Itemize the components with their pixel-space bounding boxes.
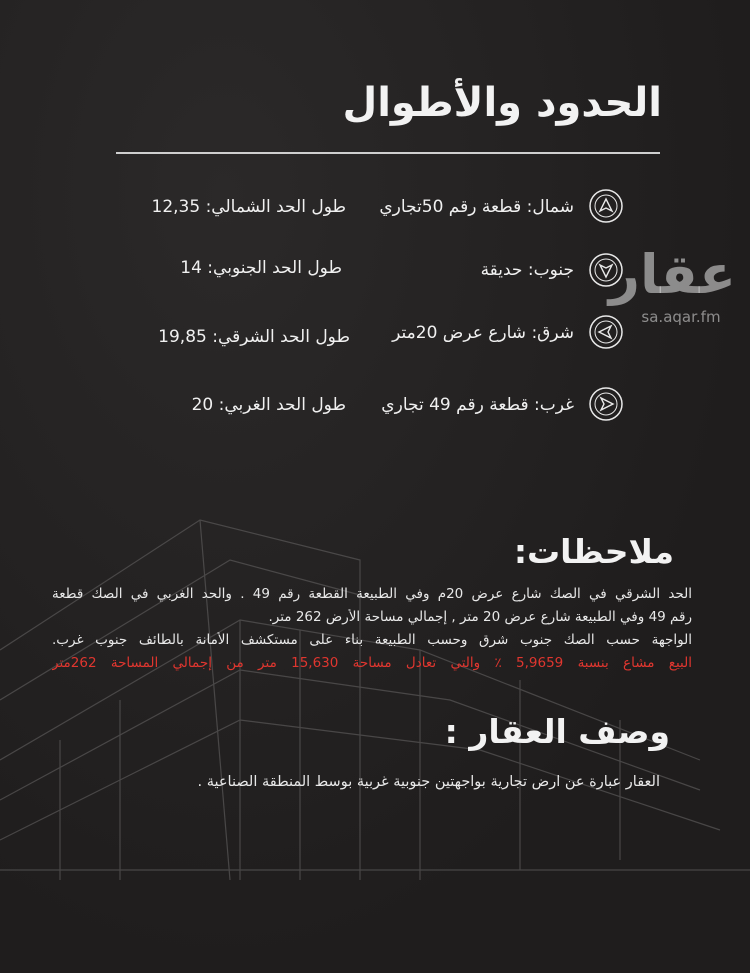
- south-length-label: طول الحد الجنوبي: 14: [180, 258, 342, 278]
- compass-north-icon: [588, 188, 624, 224]
- east-boundary-label: شرق: شارع عرض 20متر: [392, 323, 574, 343]
- east-length-label: طول الحد الشرقي: 19,85: [158, 327, 350, 347]
- north-boundary-label: شمال: قطعة رقم 50تجاري: [379, 197, 574, 217]
- north-length-label: طول الحد الشمالي: 12,35: [151, 197, 346, 217]
- aqar-url: sa.aqar.fm: [641, 308, 721, 326]
- description-text: العقار عبارة عن ارض تجارية بواجهتين جنوبية غربية بوسط المنطقة الصناعية .: [197, 774, 660, 790]
- west-length-label: طول الحد الغربي: 20: [191, 395, 346, 415]
- description-heading: وصف العقار :: [444, 712, 670, 751]
- notes-heading: ملاحظات:: [513, 532, 674, 571]
- compass-west-icon: [588, 386, 624, 422]
- note-line-3: الواجهة حسب الصك جنوب شرق وحسب الطبيعة بناء على مستكشف الأمانة بالطائف جنوب غرب.: [52, 632, 692, 648]
- aqar-watermark: [608, 243, 736, 326]
- aqar-logo: عقار: [608, 243, 736, 306]
- note-line-1: الحد الشرقي في الصك شارع عرض 20م وفي الطبيعة القطعة رقم 49 . والحد الغربي في الصك قطعة: [52, 586, 692, 602]
- west-boundary-label: غرب: قطعة رقم 49 تجاري: [381, 395, 574, 415]
- note-line-red: البيع مشاع بنسبة 5,9659 ٪ والتي تعادل مساحة 15,630 متر من إجمالي المساحة 262متر: [52, 655, 692, 671]
- title-divider: [116, 152, 660, 154]
- south-boundary-label: جنوب: حديقة: [480, 260, 574, 280]
- note-line-2: رقم 49 وفي الطبيعة شارع عرض 20 متر , إجمالي مساحة الأرض 262 متر.: [268, 609, 692, 625]
- page-title: الحدود والأطوال: [342, 80, 662, 126]
- compass-east-icon: [588, 314, 624, 350]
